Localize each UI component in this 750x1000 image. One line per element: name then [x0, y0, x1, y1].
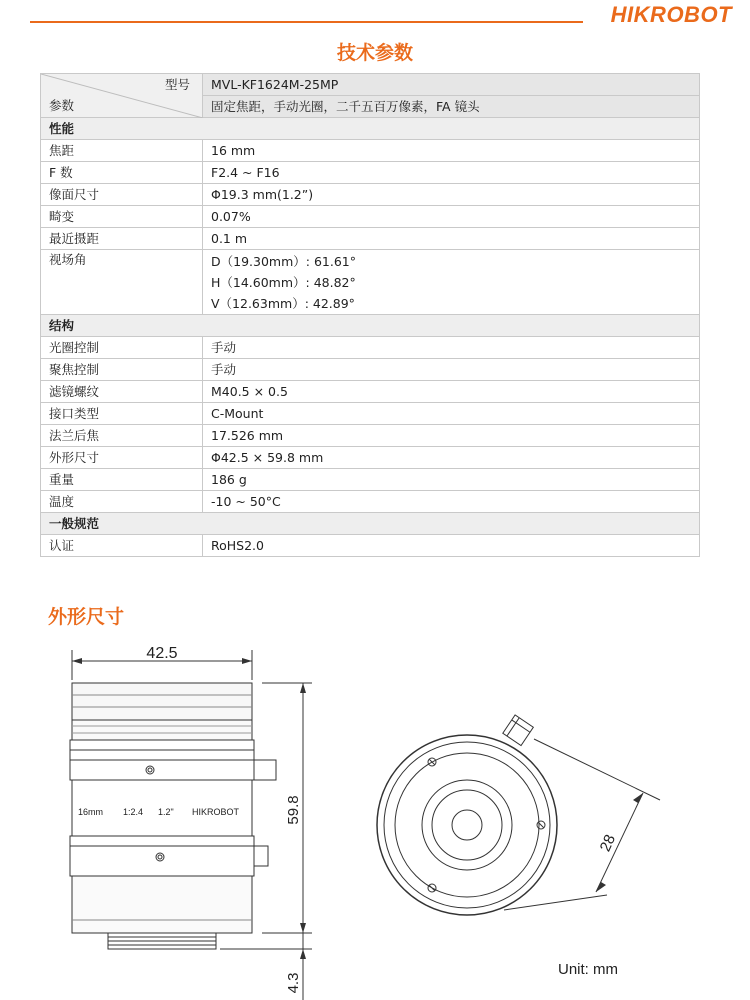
row-value: 17.526 mm [203, 425, 700, 447]
row-value: 186 g [203, 469, 700, 491]
row-label: 法兰后焦 [41, 425, 203, 447]
row-value: 0.07% [203, 206, 700, 228]
row-label: 重量 [41, 469, 203, 491]
description-value: 固定焦距，手动光圈，二千五百万像素，FA 镜头 [203, 96, 700, 118]
row-value: F2.4 ~ F16 [203, 162, 700, 184]
row-value: RoHS2.0 [203, 535, 700, 557]
height-label: 59.8 [285, 795, 302, 825]
row-value: 手动 [203, 359, 700, 381]
page-title: 技术参数 [336, 42, 413, 64]
row-value: Φ19.3 mm(1.2”) [203, 184, 700, 206]
front-view [377, 715, 660, 915]
row-value: -10 ~ 50°C [203, 491, 700, 513]
unit-label: Unit: mm [558, 961, 618, 978]
row-label: 接口类型 [41, 403, 203, 425]
side-view [70, 650, 312, 1000]
row-value: 16 mm [203, 140, 700, 162]
row-value: M40.5 × 0.5 [203, 381, 700, 403]
barrel-focal: 16mm [78, 807, 104, 817]
model-value: MVL-KF1624M-25MP [203, 74, 700, 96]
section-performance: 性能 [41, 118, 700, 140]
row-label: 外形尺寸 [41, 447, 203, 469]
mount-height-label: 4.3 [285, 972, 302, 994]
model-label: 型号 [164, 77, 190, 92]
brand-logo: HIKROBOT [610, 2, 732, 27]
row-label: 像面尺寸 [41, 184, 203, 206]
section-structure: 结构 [41, 315, 700, 337]
row-label: 畸变 [41, 206, 203, 228]
row-value: Φ42.5 × 59.8 mm [203, 447, 700, 469]
dimensions-title: 外形尺寸 [48, 606, 125, 628]
fov-v: V（12.63mm）: 42.89° [211, 295, 355, 311]
row-value: 0.1 m [203, 228, 700, 250]
diameter-label: 28 [596, 832, 620, 855]
width-label: 42.5 [146, 645, 178, 662]
row-value: C-Mount [203, 403, 700, 425]
row-value: 手动 [203, 337, 700, 359]
row-label: 光圈控制 [41, 337, 203, 359]
row-label: 聚焦控制 [41, 359, 203, 381]
barrel-ratio: 1:2.4 [123, 807, 144, 817]
section-general: 一般规范 [41, 513, 700, 535]
row-label: 滤镜螺纹 [41, 381, 203, 403]
row-label: 视场角 [41, 250, 203, 315]
row-label: 焦距 [41, 140, 203, 162]
row-label: 温度 [41, 491, 203, 513]
barrel-format: 1.2" [158, 807, 174, 817]
barrel-brand: HIKROBOT [192, 807, 240, 817]
row-label: 认证 [41, 535, 203, 557]
row-label: F 数 [41, 162, 203, 184]
param-label: 参数 [49, 98, 75, 113]
fov-h: H（14.60mm）: 48.82° [211, 274, 356, 290]
row-label: 最近摄距 [41, 228, 203, 250]
fov-d: D（19.30mm）: 61.61° [211, 253, 356, 269]
